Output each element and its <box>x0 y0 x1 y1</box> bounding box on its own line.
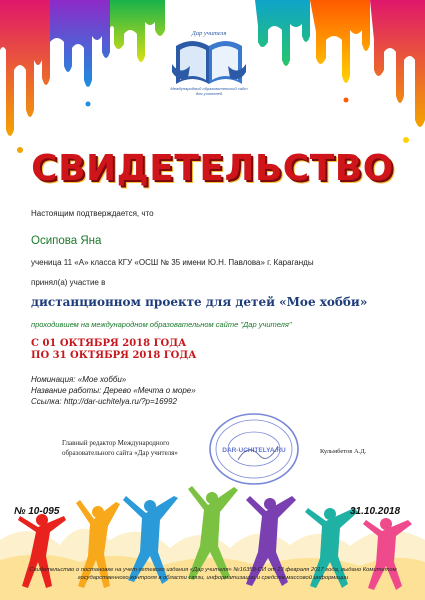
project-title: дистанционном проекте для детей «Мое хобби» <box>31 295 368 309</box>
nomination: Номинация: «Мое хобби» <box>31 375 127 384</box>
editor-position-line1: Главный редактор Международного <box>62 439 170 447</box>
logo-subtitle: Международный образовательный сайт для учителей <box>170 86 248 96</box>
official-stamp <box>208 412 300 486</box>
certificate-number: № 10-095 <box>14 506 60 517</box>
date-from: С 01 ОКТЯБРЯ 2018 ГОДА <box>31 338 187 349</box>
editor-position-line2: образовательного сайта «Дар учителя» <box>62 449 178 457</box>
registration-footer: Свидетельство о постановке на учет сетевого издания «Дар учителя» №16359-СИ от 23 февраля 2017 года, выдано Комитетом государственного контроля в области связи, информатизации и средств массовой информации <box>29 567 397 581</box>
certificate-title: СВИДЕТЕЛЬСТВО <box>31 148 394 189</box>
date-to: ПО 31 ОКТЯБРЯ 2018 ГОДА <box>31 350 197 361</box>
work-details <box>31 374 196 407</box>
editor-name: Кульмбетов А.Д. <box>320 448 367 455</box>
participation-text: принял(а) участие в <box>31 278 106 287</box>
stamp-center-text: DAR-UCHITELYA.RU <box>222 447 286 454</box>
recipient-name: Осипова Яна <box>31 235 102 247</box>
work-title: Название работы: Дерево «Мечта о море» <box>31 386 196 395</box>
certificate-date: 31.10.2018 <box>350 506 401 517</box>
work-link: Ссылка: http://dar-uchitelya.ru/?p=16992 <box>31 397 177 406</box>
project-dates <box>31 338 196 362</box>
logo-book-icon <box>168 6 250 98</box>
student-info: ученица 11 «А» класса КГУ «ОСШ № 35 имени Ю.Н. Павлова» г. Караганды <box>31 258 314 267</box>
logo-title: Дар учителя <box>191 30 227 37</box>
confirm-text: Настоящим подтверждается, что <box>31 209 154 218</box>
held-text: проходившем на международном образовательном сайте "Дар учителя" <box>31 320 292 329</box>
editor-position <box>62 438 178 458</box>
